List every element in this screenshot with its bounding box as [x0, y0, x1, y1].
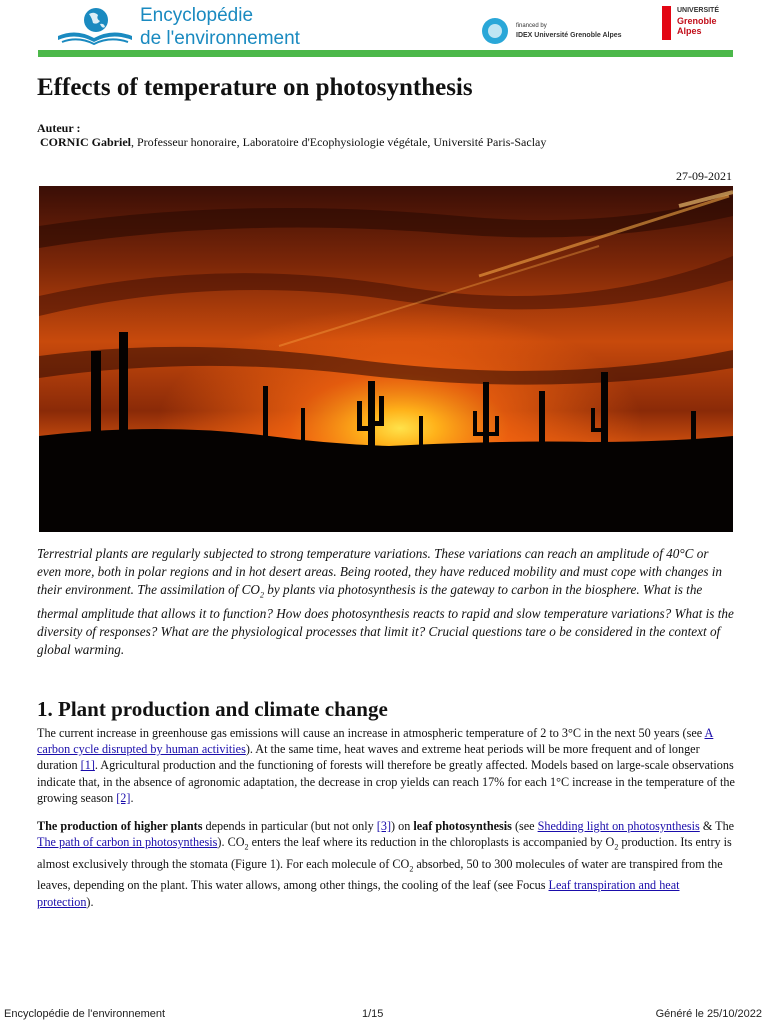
footer-site-name: Encyclopédie de l'environnement — [4, 1008, 166, 1020]
subscript: 2 — [244, 842, 249, 852]
text: (see — [511, 819, 538, 833]
section-1-paragraph-2 — [37, 818, 735, 910]
text: absorbed, 50 to 300 molecules of water are transpired from the leaves, depending on the plant. This water allows, among other things, the cooling of the leaf (see Focus — [37, 856, 723, 893]
article-abstract — [37, 545, 735, 659]
text: ). — [86, 894, 94, 909]
author-affiliation: , Professeur honoraire, Laboratoire d'Ecophysiologie végétale, Université Paris-Saclay — [131, 135, 547, 149]
author-line — [40, 135, 546, 150]
uga-line-1: UNIVERSITÉ — [677, 7, 720, 14]
text: ). CO — [217, 835, 245, 850]
link-leaf-transpiration[interactable]: Leaf transpiration and heat protection — [37, 878, 680, 909]
author-name: CORNIC Gabriel — [40, 135, 131, 149]
text: depends in particular (but not only — [202, 819, 377, 833]
header-divider — [38, 50, 733, 57]
site-logo-text[interactable] — [140, 4, 300, 50]
idex-partner-logo — [482, 18, 622, 44]
link-carbon-cycle-disrupted[interactable]: A carbon cycle disrupted by human activities — [37, 726, 714, 757]
partner-name: IDEX Université Grenoble Alpes — [516, 32, 622, 39]
uga-line-3: Alpes — [677, 26, 702, 36]
text: ) on — [391, 819, 414, 833]
site-header — [0, 0, 768, 60]
uga-mark-icon — [662, 6, 671, 40]
globe-book-logo-icon[interactable] — [56, 6, 134, 46]
uga-logo — [662, 6, 719, 40]
text: production. Its entry is almost exclusively through the stomata (Figure 1). For each molecule of CO — [37, 835, 732, 871]
reference-link-1[interactable]: [1] — [80, 758, 95, 773]
bold-text: The production of higher plants — [37, 819, 203, 833]
logo-line-1: Encyclopédie — [140, 5, 254, 26]
section-heading: 1. Plant production and climate change — [37, 697, 388, 721]
abstract-part-1: Terrestrial plants are regularly subjected to strong temperature variations. These variations can reach an amplitude of 40°C or even more, both in polar regions and in hot desert areas. Being rooted, they have reduced mobility and must cope with changes in their environment. The assimilation of CO — [37, 546, 723, 597]
subscript: 2 — [409, 864, 414, 874]
partner-small-text: financed by — [516, 23, 547, 29]
section-1-paragraph-1 — [37, 725, 735, 806]
idex-circle-icon — [482, 18, 508, 44]
text: . — [130, 790, 134, 805]
text: & The — [699, 819, 735, 833]
subscript: 2 — [614, 842, 619, 852]
footer-generated-date: Généré le 25/10/2022 — [655, 1008, 762, 1020]
uga-line-2: Grenoble — [677, 16, 717, 26]
footer-page-number: 1/15 — [362, 1008, 384, 1020]
publication-date: 27-09-2021 — [676, 169, 732, 183]
text: ). At the same time, heat waves and extreme heat periods will be more frequent and of longer duration — [37, 742, 700, 773]
abstract-part-2: by plants via photosynthesis is the gateway to carbon in the biosphere. What is the thermal amplitude that allows it to function? How does photosynthesis reacts to rapid and slow temperature variations? What is the diversity of responses? What are the physiological processes that limit it? Crucial questions tare o be considered in the context of global warming. — [37, 582, 734, 657]
abstract-subscript: 2 — [259, 590, 264, 600]
logo-line-2: de l'environnement — [140, 28, 300, 49]
bold-text: leaf photosynthesis — [413, 819, 512, 833]
link-path-of-carbon[interactable]: The path of carbon in photosynthesis — [37, 835, 218, 850]
desert-sunset-photo — [39, 186, 733, 532]
link-shedding-light-on-photosynthesis[interactable]: Shedding light on photosynthesis — [537, 819, 700, 833]
reference-link-3[interactable]: [3] — [376, 819, 392, 833]
text: . Agricultural production and the functioning of forests will therefore be greatly affected. Models based on large-scale observations indicate that, in the absence of agronomic adaptation, the decrease in crop yields can reach 17% for each 1°C increase in the temperature of the growing season — [37, 758, 735, 805]
page-title: Effects of temperature on photosynthesis — [37, 74, 473, 101]
text: The current increase in greenhouse gas emissions will cause an increase in atmospheric temperature of 2 to 3°C in the next 50 years (see — [37, 726, 705, 740]
reference-link-2[interactable]: [2] — [116, 790, 131, 805]
text: enters the leaf where its reduction in the chloroplasts is accompanied by O — [248, 835, 615, 850]
page-footer — [0, 1006, 768, 1024]
author-label: Auteur : — [37, 121, 81, 135]
